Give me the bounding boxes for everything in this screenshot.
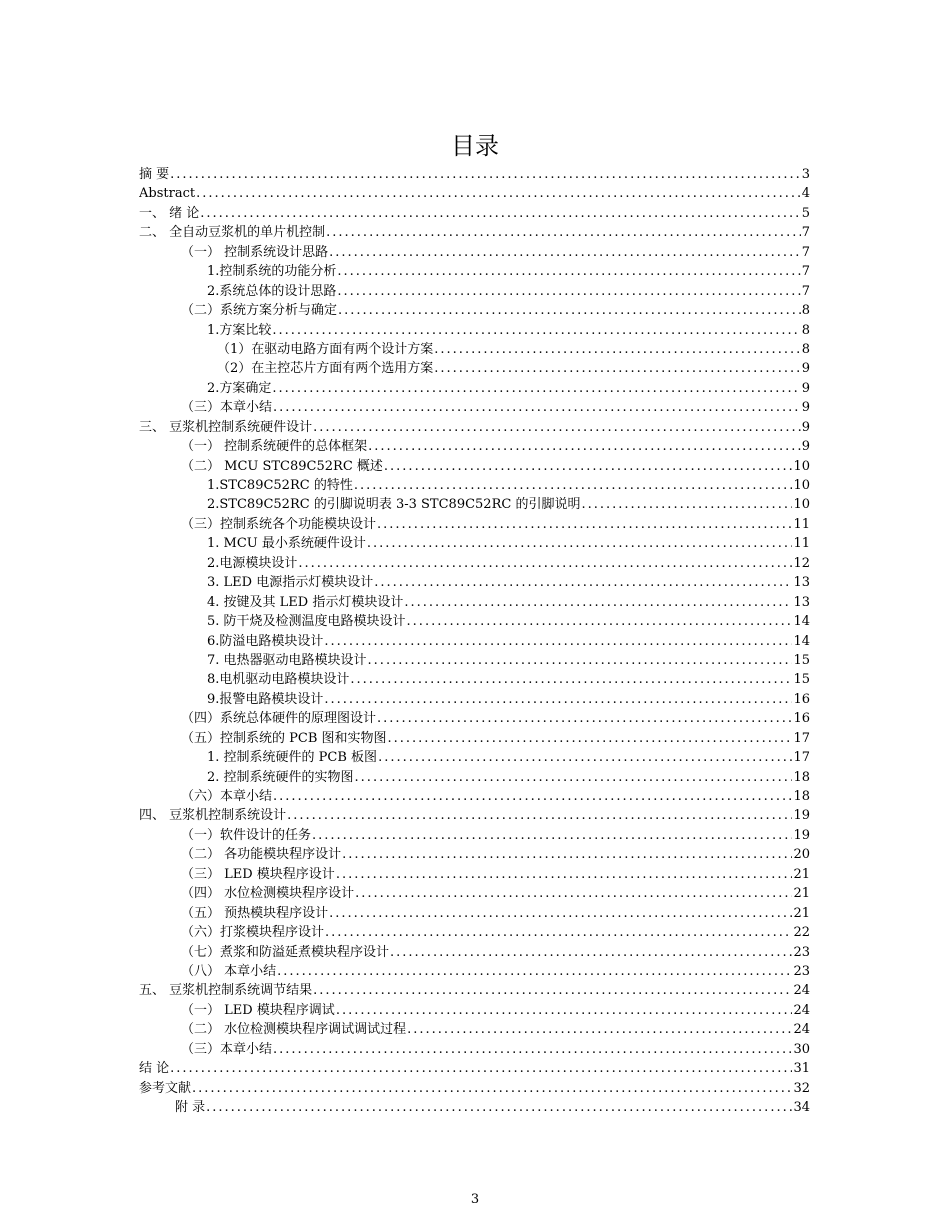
- toc-dot-leader: [388, 729, 793, 748]
- toc-entry[interactable]: [139, 845, 810, 864]
- toc-entry-page: 18: [793, 789, 810, 804]
- toc-entry-label: （五） 预热模块程序设计: [181, 905, 329, 921]
- toc-dot-leader: [206, 1098, 792, 1117]
- toc-entry-page: 14: [793, 633, 810, 649]
- toc-entry-page: 11: [793, 536, 810, 552]
- toc-entry[interactable]: [139, 243, 810, 262]
- toc-dot-leader: [312, 826, 792, 845]
- toc-entry-page: 9: [801, 419, 810, 435]
- toc-entry[interactable]: [139, 923, 810, 942]
- toc-entry-page: 3: [801, 167, 810, 182]
- toc-entry-page: 13: [793, 575, 810, 591]
- page-title: 目录: [451, 132, 499, 160]
- toc-entry[interactable]: [139, 282, 810, 301]
- toc-entry[interactable]: [139, 806, 810, 825]
- toc-entry[interactable]: [139, 379, 810, 398]
- toc-entry-page: 9: [801, 361, 810, 377]
- toc-entry-page: 10: [793, 478, 810, 493]
- toc-entry-page: 24: [793, 983, 810, 999]
- toc-dot-leader: [355, 884, 792, 903]
- toc-entry[interactable]: [139, 165, 810, 184]
- toc-entry-label: 二、 全自动豆浆机的单片机控制: [139, 225, 326, 241]
- toc-dot-leader: [377, 709, 792, 728]
- toc-entry[interactable]: [139, 943, 810, 962]
- toc-entry[interactable]: [139, 457, 810, 476]
- toc-entry-label: （2）在主控芯片方面有两个选用方案: [217, 361, 434, 377]
- toc-entry[interactable]: [139, 670, 810, 689]
- toc-entry[interactable]: [139, 1040, 810, 1059]
- toc-entry-page: 17: [793, 730, 810, 746]
- toc-entry-label: （一） 控制系统设计思路: [181, 244, 329, 260]
- toc-entry-label: 1.STC89C52RC 的特性: [207, 478, 353, 493]
- toc-entry[interactable]: [139, 904, 810, 923]
- toc-entry[interactable]: [139, 729, 810, 748]
- toc-entry-page: 23: [793, 963, 810, 979]
- toc-entry-label: 摘 要: [139, 167, 170, 182]
- toc-entry-page: 20: [793, 847, 810, 863]
- toc-dot-leader: [192, 1079, 792, 1098]
- toc-dot-leader: [368, 437, 801, 456]
- toc-dot-leader: [313, 418, 801, 437]
- toc-dot-leader: [170, 1059, 792, 1078]
- toc-dot-leader: [287, 806, 792, 825]
- toc-entry-label: 2.电源模块设计: [207, 555, 298, 571]
- toc-dot-leader: [581, 495, 792, 514]
- toc-dot-leader: [367, 534, 793, 553]
- toc-entry[interactable]: [139, 418, 810, 437]
- toc-entry-page: 15: [793, 672, 810, 688]
- toc-entry[interactable]: [139, 515, 810, 534]
- toc-entry-label: 附 录: [175, 1100, 206, 1115]
- toc-entry[interactable]: [139, 573, 810, 592]
- toc-dot-leader: [390, 943, 792, 962]
- toc-entry[interactable]: [139, 612, 810, 631]
- toc-entry-label: （二） 各功能模块程序设计: [181, 847, 342, 863]
- toc-entry[interactable]: [139, 1020, 810, 1039]
- toc-dot-leader: [313, 981, 792, 1000]
- toc-entry-label: （一）软件设计的任务: [181, 827, 312, 843]
- toc-dot-leader: [273, 787, 792, 806]
- toc-entry-label: （六）本章小结: [181, 789, 273, 804]
- toc-entry[interactable]: [139, 321, 810, 340]
- toc-entry[interactable]: [139, 690, 810, 709]
- toc-entry-label: 1. 控制系统硬件的 PCB 板图: [207, 750, 378, 766]
- toc-dot-leader: [298, 554, 792, 573]
- toc-entry-page: 10: [793, 497, 810, 513]
- toc-entry-page: 24: [793, 1002, 810, 1018]
- toc-entry-page: 22: [793, 925, 810, 941]
- toc-entry-page: 16: [793, 691, 810, 707]
- toc-entry-page: 5: [801, 205, 810, 221]
- toc-entry-page: 31: [793, 1061, 810, 1077]
- toc-entry-page: 19: [793, 808, 810, 824]
- toc-dot-leader: [368, 651, 793, 670]
- toc-entry-label: 5. 防干烧及检测温度电路模块设计: [207, 614, 406, 630]
- toc-entry[interactable]: [139, 184, 810, 203]
- toc-dot-leader: [384, 457, 793, 476]
- toc-entry-page: 19: [793, 827, 810, 843]
- toc-dot-leader: [336, 1001, 793, 1020]
- table-of-contents: [139, 165, 810, 1117]
- toc-entry-page: 17: [793, 750, 810, 766]
- toc-entry-page: 10: [793, 458, 810, 474]
- toc-entry[interactable]: [139, 709, 810, 728]
- toc-entry-page: 21: [793, 905, 810, 921]
- toc-entry-page: 32: [793, 1080, 810, 1096]
- toc-entry-page: 18: [793, 769, 810, 785]
- toc-entry-page: 16: [793, 711, 810, 727]
- toc-dot-leader: [350, 670, 792, 689]
- toc-entry[interactable]: [139, 301, 810, 320]
- toc-dot-leader: [196, 184, 801, 203]
- toc-dot-leader: [325, 923, 792, 942]
- toc-dot-leader: [342, 845, 792, 864]
- toc-entry-label: 2.STC89C52RC 的引脚说明表 3-3 STC89C52RC 的引脚说明: [207, 497, 581, 513]
- toc-dot-leader: [273, 1040, 792, 1059]
- toc-dot-leader: [329, 243, 801, 262]
- toc-dot-leader: [338, 301, 801, 320]
- toc-entry[interactable]: [139, 1059, 810, 1078]
- toc-entry-label: （五）控制系统的 PCB 图和实物图: [181, 730, 387, 746]
- toc-entry-page: 11: [793, 516, 810, 532]
- toc-entry-page: 13: [793, 594, 810, 610]
- toc-entry-label: 9.报警电路模块设计: [207, 691, 324, 707]
- toc-entry-label: 7. 电热器驱动电路模块设计: [207, 652, 367, 668]
- toc-entry-page: 21: [793, 866, 810, 882]
- toc-entry[interactable]: [139, 1079, 810, 1098]
- toc-entry-label: 一、 绪 论: [139, 205, 200, 221]
- toc-entry-page: 7: [801, 244, 810, 260]
- toc-entry-page: 7: [801, 264, 810, 280]
- toc-entry[interactable]: [139, 534, 810, 553]
- toc-dot-leader: [336, 865, 793, 884]
- toc-entry-page: 24: [793, 1022, 810, 1038]
- toc-entry-label: （一） LED 模块程序调试: [181, 1002, 335, 1018]
- toc-entry-label: （三）本章小结: [181, 400, 273, 416]
- toc-entry-page: 9: [801, 380, 810, 396]
- toc-entry[interactable]: [139, 398, 810, 417]
- toc-dot-leader: [407, 612, 793, 631]
- toc-entry-label: （二） 水位检测模块程序调试调试过程: [181, 1022, 407, 1038]
- toc-dot-leader: [272, 379, 800, 398]
- toc-entry-label: 8.电机驱动电路模块设计: [207, 672, 350, 688]
- toc-entry-label: 2.系统总体的设计思路: [207, 283, 337, 299]
- toc-dot-leader: [377, 515, 792, 534]
- toc-dot-leader: [324, 632, 792, 651]
- toc-dot-leader: [374, 573, 792, 592]
- toc-dot-leader: [272, 321, 800, 340]
- toc-entry-page: 7: [801, 283, 810, 299]
- toc-entry[interactable]: [139, 476, 810, 495]
- toc-entry[interactable]: [139, 495, 810, 514]
- toc-dot-leader: [329, 904, 792, 923]
- toc-entry[interactable]: [139, 826, 810, 845]
- toc-entry[interactable]: [139, 262, 810, 281]
- toc-entry[interactable]: [139, 748, 810, 767]
- toc-entry[interactable]: [139, 554, 810, 573]
- toc-entry-page: 12: [793, 555, 810, 571]
- toc-dot-leader: [200, 204, 800, 223]
- toc-entry-page: 9: [801, 400, 810, 416]
- toc-entry[interactable]: [139, 1098, 810, 1117]
- toc-entry[interactable]: [139, 981, 810, 1000]
- toc-entry-label: 1. MCU 最小系统硬件设计: [207, 536, 366, 552]
- toc-entry[interactable]: [139, 884, 810, 903]
- toc-entry-label: （二）系统方案分析与确定: [181, 303, 338, 319]
- toc-entry[interactable]: [139, 204, 810, 223]
- toc-dot-leader: [404, 593, 792, 612]
- toc-entry-page: 9: [801, 439, 810, 455]
- toc-entry-label: 3. LED 电源指示灯模块设计: [207, 575, 374, 591]
- toc-entry[interactable]: [139, 223, 810, 242]
- toc-entry-label: （三） LED 模块程序设计: [181, 866, 335, 882]
- toc-dot-leader: [326, 223, 801, 242]
- page-number: 3: [470, 1192, 480, 1207]
- toc-entry-label: （四）系统总体硬件的原理图设计: [181, 711, 377, 727]
- toc-entry[interactable]: [139, 787, 810, 806]
- toc-dot-leader: [324, 690, 792, 709]
- toc-entry-label: 2. 控制系统硬件的实物图: [207, 769, 354, 785]
- toc-dot-leader: [355, 768, 793, 787]
- toc-entry-page: 8: [801, 341, 810, 357]
- toc-entry-page: 8: [801, 303, 810, 319]
- toc-entry-label: （一） 控制系统硬件的总体框架: [181, 439, 368, 455]
- toc-entry-label: （八） 本章小结: [181, 963, 277, 979]
- toc-entry-label: 1.控制系统的功能分析: [207, 264, 337, 280]
- toc-entry[interactable]: [139, 768, 810, 787]
- toc-entry-page: 7: [801, 225, 810, 241]
- toc-entry[interactable]: [139, 651, 810, 670]
- toc-entry-label: （七）煮浆和防溢延煮模块程序设计: [181, 944, 390, 960]
- toc-dot-leader: [434, 359, 800, 378]
- toc-entry-page: 4: [801, 186, 810, 202]
- toc-entry-page: 14: [793, 614, 810, 630]
- toc-entry-label: （三）本章小结: [181, 1041, 273, 1057]
- toc-entry[interactable]: [139, 1001, 810, 1020]
- toc-entry-label: 参考文献: [139, 1080, 192, 1096]
- toc-entry-page: 23: [793, 944, 810, 960]
- toc-dot-leader: [273, 398, 801, 417]
- toc-dot-leader: [378, 748, 792, 767]
- toc-entry[interactable]: [139, 593, 810, 612]
- toc-entry-label: 四、 豆浆机控制系统设计: [139, 808, 287, 824]
- toc-entry-label: （三）控制系统各个功能模块设计: [181, 516, 377, 532]
- toc-entry[interactable]: [139, 632, 810, 651]
- toc-entry-label: 结 论: [139, 1061, 170, 1077]
- toc-dot-leader: [354, 476, 793, 495]
- toc-entry[interactable]: [139, 437, 810, 456]
- toc-entry-label: 五、 豆浆机控制系统调节结果: [139, 983, 313, 999]
- toc-entry[interactable]: [139, 865, 810, 884]
- toc-entry-label: （六）打浆模块程序设计: [181, 925, 325, 941]
- toc-dot-leader: [337, 262, 800, 281]
- toc-entry[interactable]: [139, 962, 810, 981]
- toc-entry-page: 21: [793, 886, 810, 902]
- toc-entry[interactable]: [139, 340, 810, 359]
- toc-entry-page: 34: [793, 1100, 810, 1115]
- toc-entry-label: （1）在驱动电路方面有两个设计方案: [217, 341, 434, 357]
- toc-entry[interactable]: [139, 359, 810, 378]
- toc-entry-label: 三、 豆浆机控制系统硬件设计: [139, 419, 313, 435]
- toc-entry-label: （四） 水位检测模块程序设计: [181, 886, 355, 902]
- toc-dot-leader: [277, 962, 792, 981]
- toc-entry-page: 15: [793, 652, 810, 668]
- toc-dot-leader: [407, 1020, 792, 1039]
- toc-dot-leader: [337, 282, 800, 301]
- toc-dot-leader: [170, 165, 801, 184]
- toc-entry-label: 1.方案比较: [207, 322, 272, 338]
- toc-entry-label: （二） MCU STC89C52RC 概述: [181, 458, 383, 474]
- toc-dot-leader: [434, 340, 800, 359]
- toc-entry-label: Abstract: [139, 186, 196, 202]
- toc-entry-label: 2.方案确定: [207, 380, 272, 396]
- toc-entry-label: 4. 按键及其 LED 指示灯模块设计: [207, 594, 404, 610]
- toc-entry-label: 6.防溢电路模块设计: [207, 633, 324, 649]
- toc-entry-page: 8: [801, 322, 810, 338]
- toc-entry-page: 30: [793, 1041, 810, 1057]
